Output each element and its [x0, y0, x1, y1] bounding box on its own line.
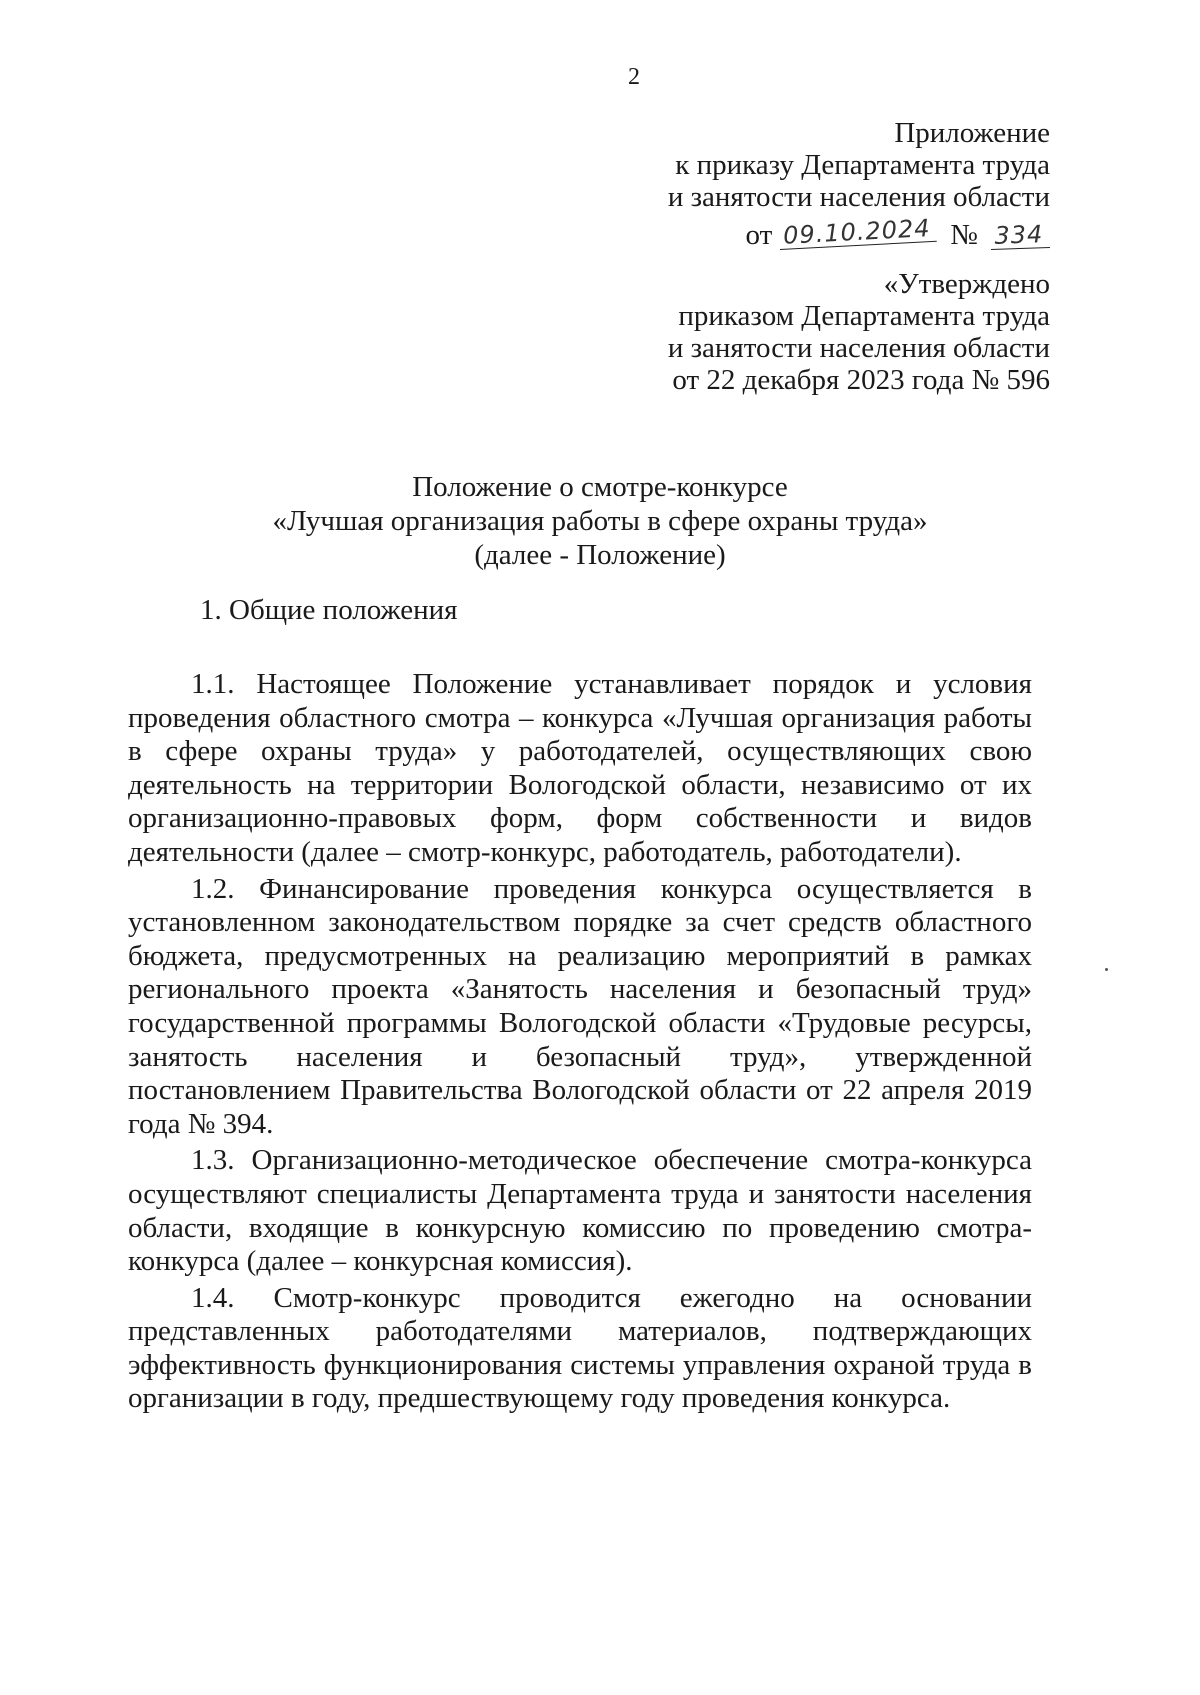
section-heading: 1. Общие положения — [200, 594, 458, 626]
from-label: от — [745, 219, 773, 251]
appendix-date-number-line — [668, 214, 1050, 251]
approved-line-2: приказом Департамента труда — [678, 300, 1050, 332]
document-body — [128, 668, 1032, 1419]
handwritten-date: 09.10.2024 — [778, 215, 937, 250]
number-label: № — [950, 219, 978, 251]
title-line-3: (далее - Положение) — [474, 539, 726, 571]
approved-line-1: «Утверждено — [883, 268, 1050, 300]
paragraph-1-1: 1.1. Настоящее Положение устанавливает порядок и условия проведения областного смотра – конкурса «Лучшая организация работы в сфере охраны труда» у работодателей, осуществляющих свою деятельность на территории Вологодской области, независимо от их организационно-правовых форм, форм собственности и видов деятельности (далее – смотр-конкурс, работодатель, работодатели). — [128, 668, 1032, 868]
appendix-line-1: Приложение — [894, 117, 1050, 149]
approved-line-3: и занятости населения области — [667, 332, 1050, 364]
paragraph-1-4: 1.4. Смотр-конкурс проводится ежегодно на основании представленных работодателями материалов, подтверждающих эффективность функционирования системы управления охраной труда в организации в году, предшествующему году проведения конкурса. — [128, 1281, 1032, 1415]
paragraph-1-3: 1.3. Организационно-методическое обеспечение смотра-конкурса осуществляют специалисты Департамента труда и занятости населения области, входящие в конкурсную комиссию по проведению смотра-конкурса (далее – конкурсная комиссия). — [128, 1144, 1032, 1278]
approved-header — [668, 268, 1050, 396]
page-number: 2 — [628, 64, 640, 90]
handwritten-number: 334 — [990, 221, 1050, 250]
paragraph-1-2: 1.2. Финансирование проведения конкурса осуществляется в установленном законодательством порядке за счет средств областного бюджета, предусмотренных на реализацию мероприятий в рамках регионального проекта «Занятость населения и безопасный труд» государственной программы Вологодской области «Трудовые ресурсы, занятость населения и безопасный труд», утвержденной постановлением Правительства Вологодской области от 22 апреля 2019 года № 394. — [128, 872, 1032, 1140]
document-title — [140, 470, 1060, 572]
approved-line-4: от 22 декабря 2023 года № 596 — [672, 364, 1050, 396]
appendix-header — [668, 117, 1050, 251]
appendix-line-3: и занятости населения области — [667, 181, 1050, 213]
title-line-2: «Лучшая организация работы в сфере охраны труда» — [272, 505, 928, 537]
appendix-line-2: к приказу Департамента труда — [675, 149, 1050, 181]
scan-speck — [1105, 968, 1108, 971]
title-line-1: Положение о смотре-конкурсе — [412, 471, 788, 503]
